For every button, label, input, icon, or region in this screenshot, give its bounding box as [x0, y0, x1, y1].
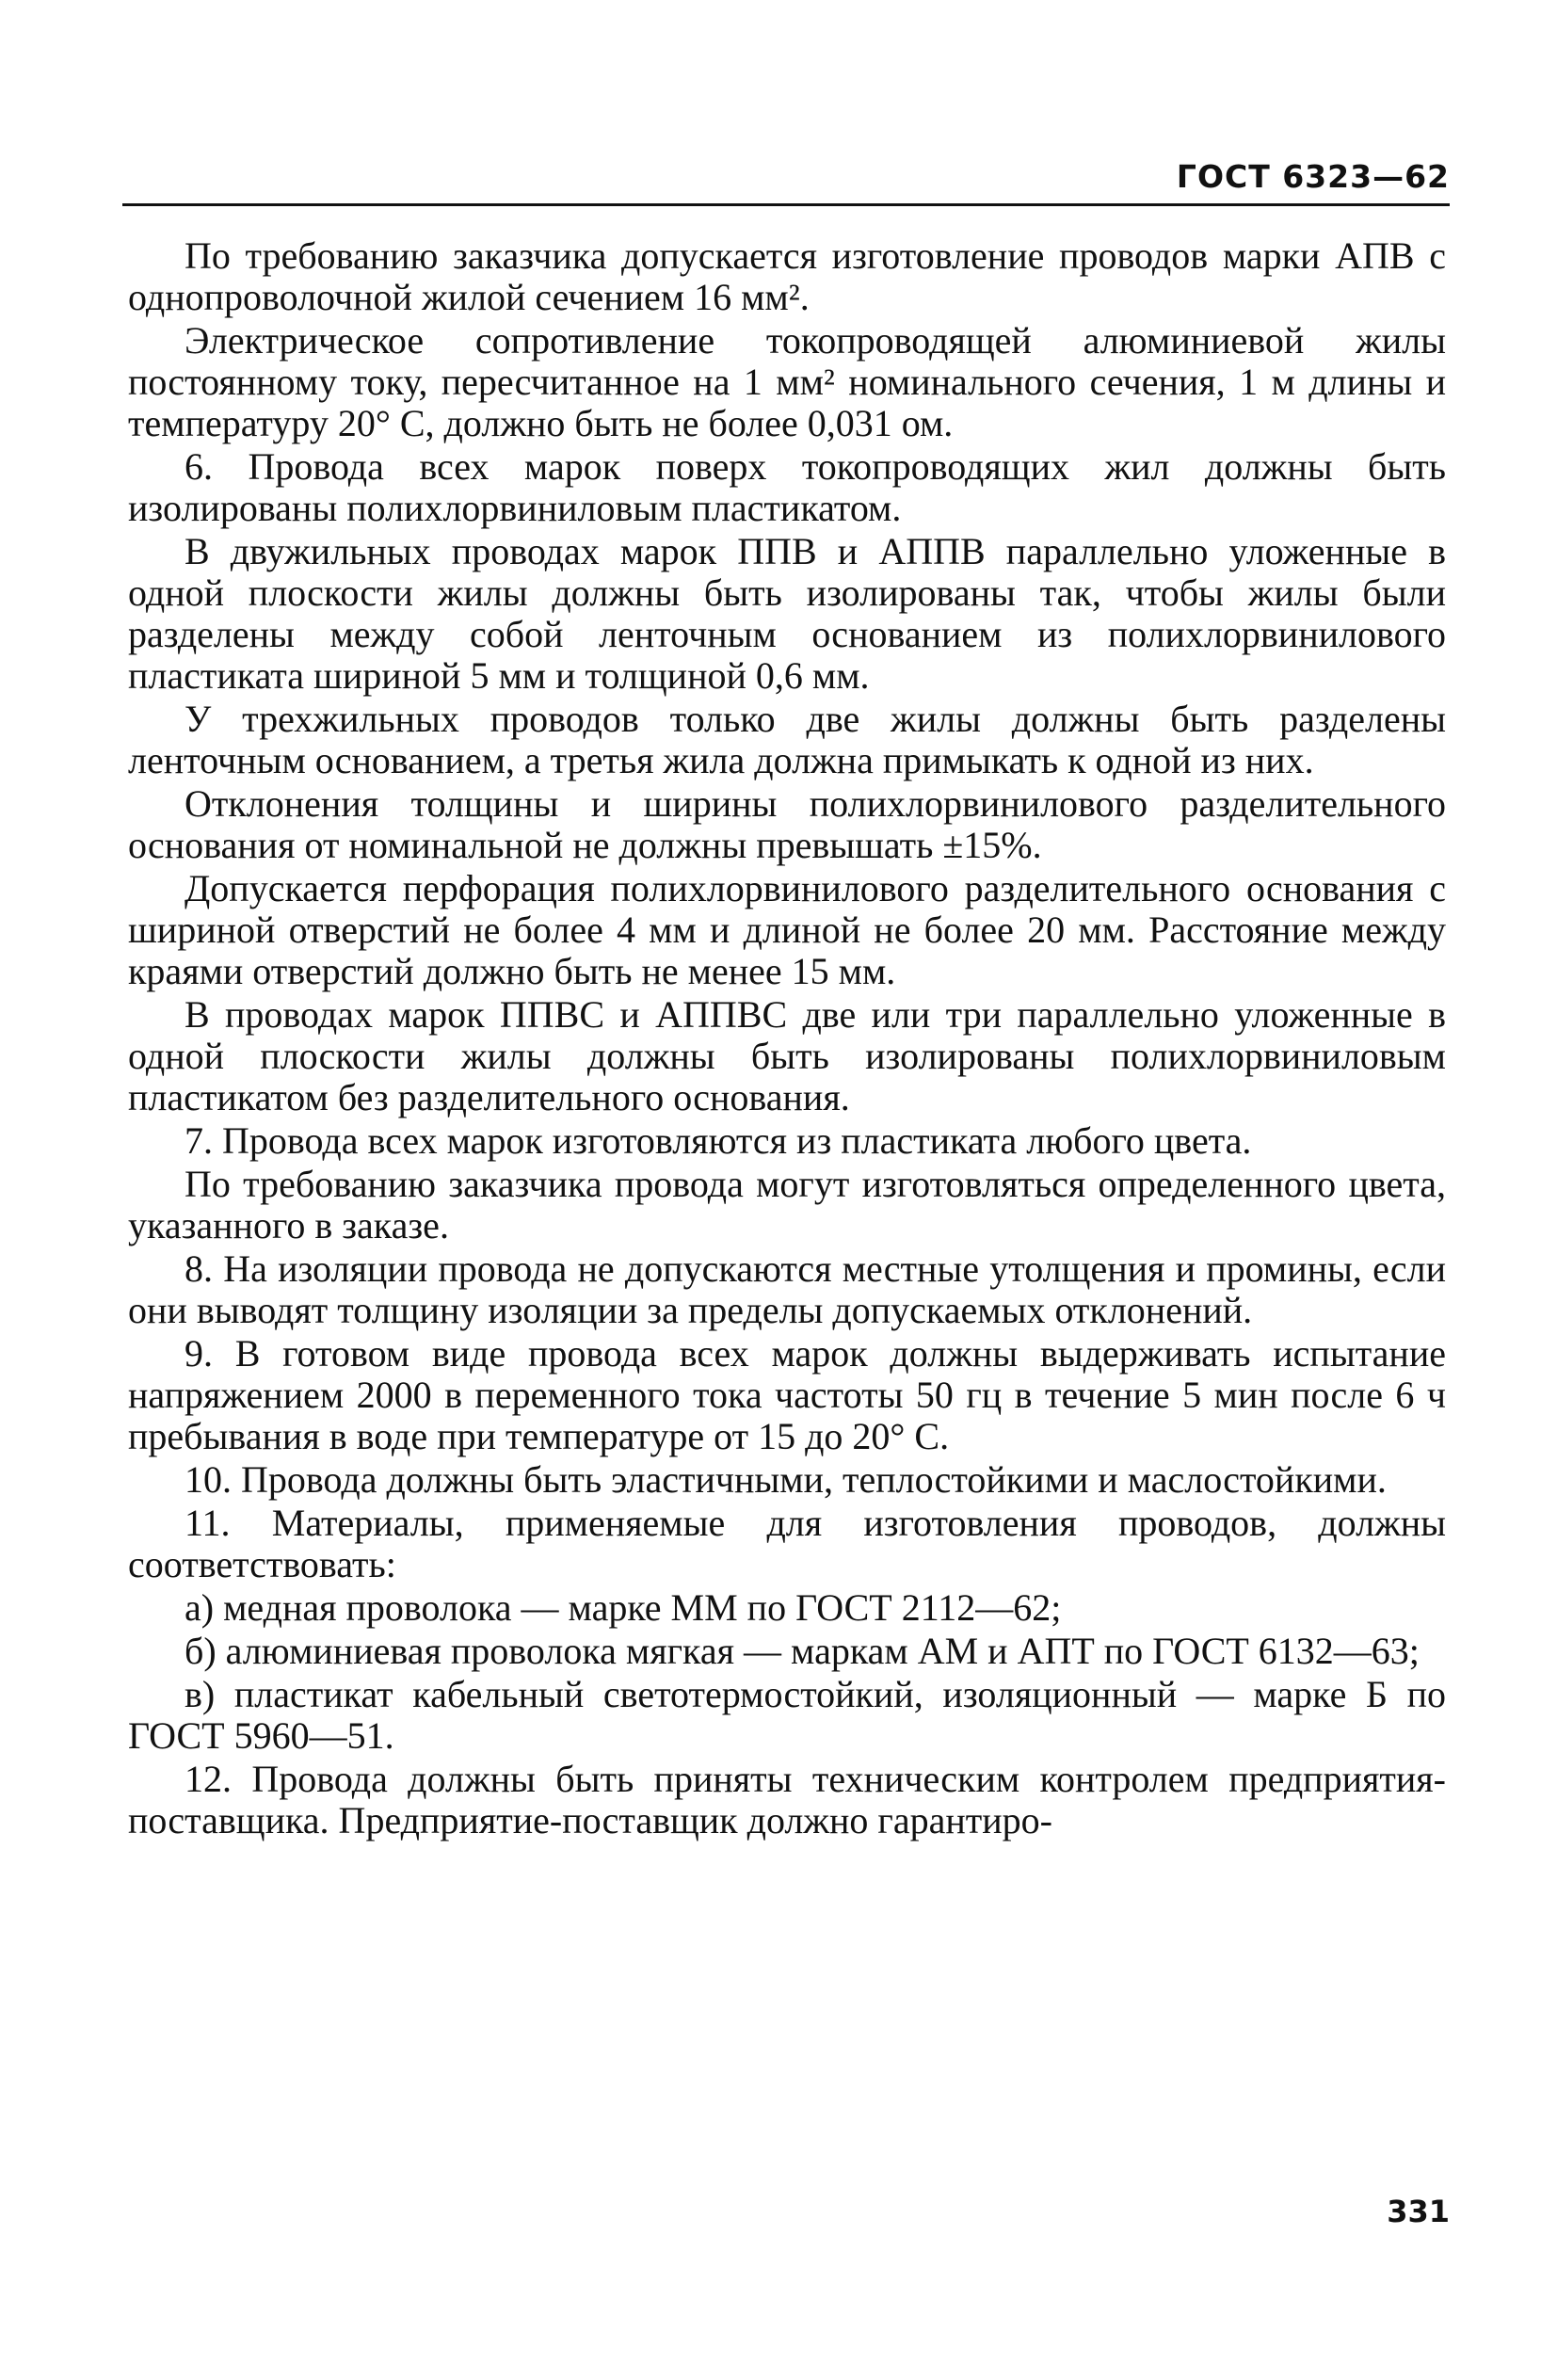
paragraph: По требованию заказчика допускается изготовление проводов марки АПВ с однопроволочной жилой сечением 16 мм².	[128, 234, 1446, 318]
paragraph: 6. Провода всех марок поверх токопроводящих жил должны быть изолированы полихлорвиниловым пластикатом.	[128, 445, 1446, 529]
paragraph: В проводах марок ППВС и АППВС две или три параллельно уложенные в одной плоскости жилы должны быть изолированы полихлорвиниловым пластикатом без разделительного основания.	[128, 993, 1446, 1118]
paragraph: 10. Провода должны быть эластичными, теплостойкими и маслостойкими.	[185, 1458, 1387, 1501]
body-text	[128, 235, 1446, 1843]
paragraph: Отклонения толщины и ширины полихлорвинилового разделительного основания от номинальной не должны превышать ±15%.	[128, 782, 1446, 866]
list-item: а) медная проволока — марке ММ по ГОСТ 2112—62;	[185, 1586, 1062, 1629]
header-rule	[122, 203, 1450, 206]
document-code: ГОСТ 6323—62	[1176, 158, 1450, 195]
page-number: 331	[1387, 2194, 1450, 2229]
paragraph: У трехжильных проводов только две жилы должны быть разделены ленточным основанием, а третья жила должна примыкать к одной из них.	[128, 698, 1446, 781]
list-item: в) пластикат кабельный светотермостойкий, изоляционный — марке Б по ГОСТ 5960—51.	[128, 1673, 1446, 1757]
page-header	[122, 151, 1450, 207]
paragraph: Электрическое сопротивление токопроводящей алюминиевой жилы постоянному току, пересчитанное на 1 мм² номинального сечения, 1 м длины и температуру 20° С, должно быть не более 0,031 ом.	[128, 319, 1446, 444]
paragraph: 7. Провода всех марок изготовляются из пластиката любого цвета.	[185, 1119, 1252, 1162]
paragraph: 9. В готовом виде провода всех марок должны выдерживать испытание напряжением 2000 в переменного тока частоты 50 гц в течение 5 мин после 6 ч пребывания в воде при температуре от 15 до 20° С.	[128, 1332, 1446, 1457]
paragraph: В двужильных проводах марок ППВ и АППВ параллельно уложенные в одной плоскости жилы должны быть изолированы так, чтобы жилы были разделены между собой ленточным основанием из полихлорвинилового пластиката шириной 5 мм и толщиной 0,6 мм.	[128, 530, 1446, 697]
paragraph: 8. На изоляции провода не допускаются местные утолщения и промины, если они выводят толщину изоляции за пределы допускаемых отклонений.	[128, 1247, 1446, 1331]
paragraph: По требованию заказчика провода могут изготовляться определенного цвета, указанного в заказе.	[128, 1163, 1446, 1246]
paragraph: 11. Материалы, применяемые для изготовления проводов, должны соответствовать:	[128, 1502, 1446, 1585]
list-item: б) алюминиевая проволока мягкая — маркам АМ и АПТ по ГОСТ 6132—63;	[185, 1630, 1420, 1672]
paragraph: Допускается перфорация полихлорвинилового разделительного основания с шириной отверстий не более 4 мм и длиной не более 20 мм. Расстояние между краями отверстий должно быть не менее 15 мм.	[128, 867, 1446, 992]
paragraph: 12. Провода должны быть приняты техническим контролем предприятия-поставщика. Предприятие-поставщик должно гарантиро-	[128, 1758, 1446, 1841]
